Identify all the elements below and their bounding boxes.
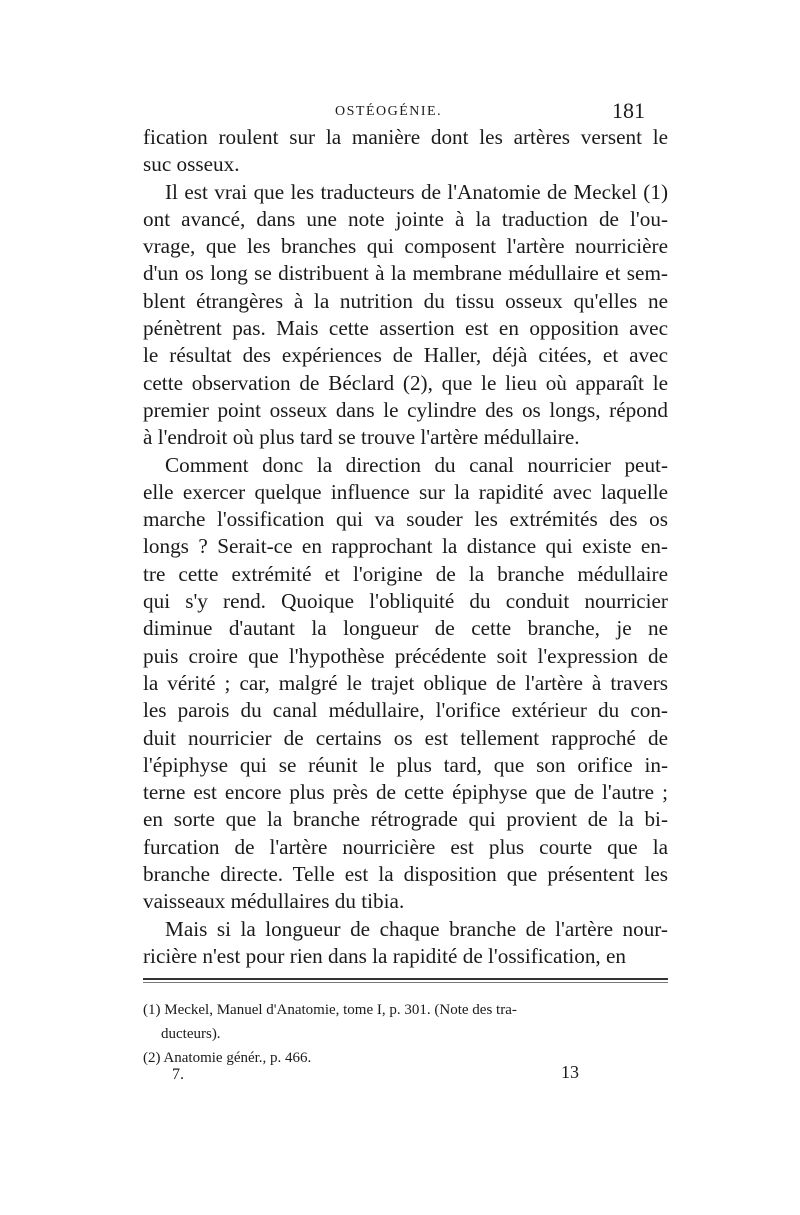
paragraph [143,916,668,971]
text-line: le résultat des expériences de Haller, déjà citées, et avec [143,343,668,368]
text-line: vaisseaux médullaires du tibia. [143,889,405,914]
text-line: ont avancé, dans une note jointe à la traduction de l'ou- [143,206,668,231]
text-line: en sorte que la branche rétrograde qui provient de la bi- [143,807,668,832]
text-line: ricière n'est pour rien dans la rapidité de l'ossification, en [143,943,627,968]
text-line: blent étrangères à la nutrition du tissu osseux qu'elles ne [143,288,668,313]
running-title: OSTÉOGÉNIE. [335,104,443,119]
text-line: à l'endroit où plus tard se trouve l'artère médullaire. [143,425,580,450]
text-line: suc osseux. [143,152,240,177]
text-line: cette observation de Béclard (2), que le lieu où apparaît le [143,370,668,395]
text-line: qui s'y rend. Quoique l'obliquité du conduit nourricier [143,589,668,614]
text-line: tre cette extrémité et l'origine de la branche médullaire [143,561,668,586]
footnote-rule-thin [143,982,668,983]
signature-number: 13 [561,1062,579,1082]
footnote-2: (2) Anatomie génér., p. 466. [143,1050,312,1066]
footnote-1-continued: ducteurs). [161,1026,221,1042]
text-line: Il est vrai que les traducteurs de l'Anatomie de Meckel (1) [165,179,668,204]
text-line: elle exercer quelque influence sur la rapidité avec laquelle [143,479,668,504]
paragraph [143,124,668,179]
text-line: duit nourricier de certains os est tellement rapproché de [143,725,668,750]
text-line: pénètrent pas. Mais cette assertion est en opposition avec [143,316,668,341]
text-line: d'un os long se distribuent à la membrane médullaire et sem- [143,261,668,286]
footnotes [143,998,668,1070]
text-line: fication roulent sur la manière dont les artères versent le [143,125,668,149]
text-line: terne est encore plus près de cette épiphyse que de l'autre ; [143,780,668,805]
text-line: Mais si la longueur de chaque branche de l'artère nour- [165,916,668,941]
text-line: la vérité ; car, malgré le trajet oblique de l'artère à travers [143,670,668,695]
text-line: marche l'ossification qui va souder les extrémités des os [143,507,668,532]
page-number: 181 [612,98,645,123]
text-line: l'épiphyse qui se réunit le plus tard, que son orifice in- [143,752,668,777]
text-line: furcation de l'artère nourricière est plus courte que la [143,834,668,859]
text-line: longs ? Serait-ce en rapprochant la distance qui existe en- [143,534,668,559]
text-line: diminue d'autant la longueur de cette branche, je ne [143,616,668,641]
text-line: branche directe. Telle est la disposition que présentent les [143,862,668,887]
text-line: vrage, que les branches qui composent l'artère nourricière [143,234,668,259]
text-line: puis croire que l'hypothèse précédente soit l'expression de [143,643,668,668]
signature-mark: 7. [172,1066,184,1083]
footnote-rule [143,978,668,980]
text-line: premier point osseux dans le cylindre des os longs, répond [143,397,668,422]
text-line: Comment donc la direction du canal nourricier peut- [165,452,668,477]
paragraph [143,179,668,452]
paragraph [143,452,668,916]
text-line: les parois du canal médullaire, l'orifice extérieur du con- [143,698,668,723]
footnote-1: (1) Meckel, Manuel d'Anatomie, tome I, p. 301. (Note des tra- [143,1002,517,1018]
body-text [143,124,668,970]
